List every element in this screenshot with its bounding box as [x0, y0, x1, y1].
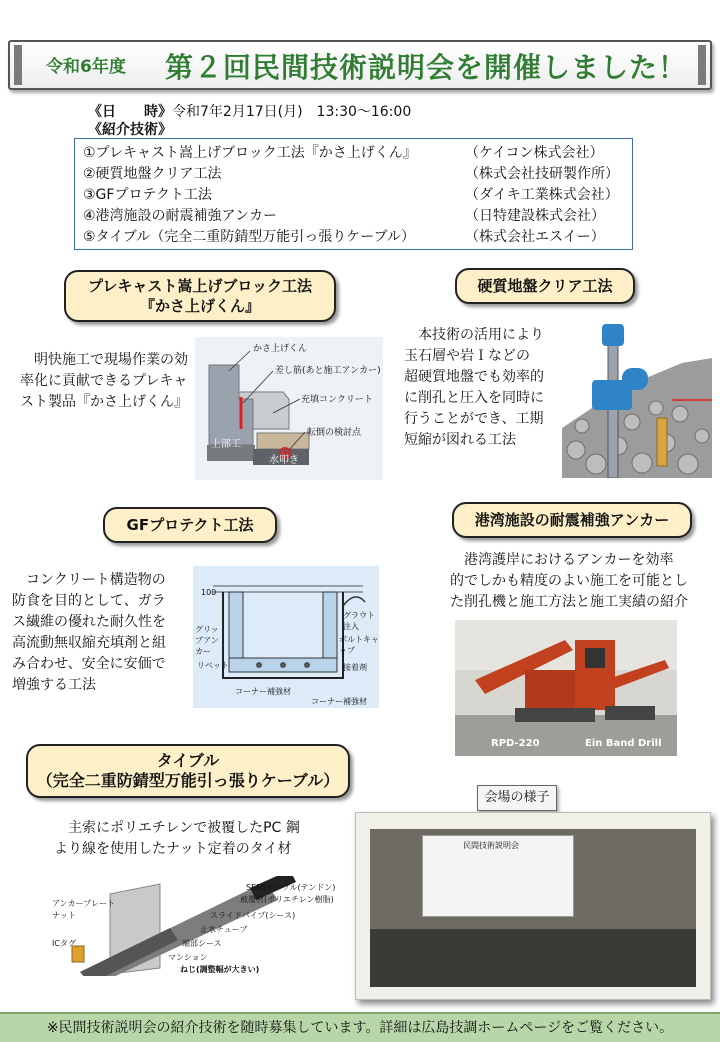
diagram-label: 転倒の検討点: [307, 428, 362, 438]
diagram-label: グラウト注入: [343, 611, 375, 631]
photo-caption: RPD-220: [491, 738, 540, 749]
photo-caption: Ein Band Drill: [585, 738, 662, 749]
text-line: 玉石層や岩Ｉなどの: [404, 348, 530, 364]
tech-company: （株式会社エスイー）: [465, 229, 605, 245]
tech-company: （日特建設株式会社）: [465, 208, 605, 224]
diagram-label: ねじ(調整幅が大きい): [180, 965, 260, 974]
diagram-label: 100: [201, 588, 217, 597]
anchor-photo-svg: [455, 620, 677, 756]
text-line: 短縮が図れる工法: [404, 432, 516, 448]
text-line: 明快施工で現場作業の効: [34, 352, 188, 368]
tech-company: （ダイキ工業株式会社）: [465, 187, 619, 203]
diagram-label: ナット: [52, 911, 76, 920]
text-line: 増強する工法: [12, 677, 96, 693]
tieble-title: [26, 744, 350, 798]
tech-item: ④港湾施設の耐震補強アンカー: [83, 208, 277, 224]
schedule-value: 令和7年2月17日(月) 13:30～16:00: [172, 104, 412, 120]
tieble-title-line1: タイブル: [156, 751, 220, 770]
footer-notice: ※民間技術説明会の紹介技術を随時募集しています。詳細は広島技調ホームページをご覧ください。: [0, 1012, 720, 1042]
text-line: ス繊維の優れた耐久性を: [12, 614, 166, 630]
diagram-label: グリップアンカー: [195, 625, 219, 656]
tech-item: ②硬質地盤クリア工法: [83, 166, 222, 182]
kasaage-title: [64, 270, 336, 322]
gf-title: GFプロテクト工法: [103, 507, 277, 543]
schedule-label: 《日 時》: [88, 104, 172, 120]
intro-label: 《紹介技術》: [88, 122, 172, 138]
diagram-label: ボルトキャップ: [339, 635, 379, 655]
text-line: コンクリート構造物の: [26, 572, 166, 588]
text-line: に削孔と圧入を同時に: [404, 390, 544, 406]
diagram-label: コーナー補強材: [311, 697, 367, 706]
venue-photo: [355, 812, 711, 1000]
diagram-label: リベット: [197, 661, 229, 670]
diagram-label: 差し筋(あと施工アンカー): [275, 366, 381, 376]
venue-label: 会場の様子: [477, 785, 557, 811]
anchor-title: 港湾施設の耐震補強アンカー: [452, 502, 692, 538]
diagram-label: アンカープレート: [52, 899, 115, 908]
text-line: 本技術の活用により: [418, 327, 544, 343]
tieble-title-line2: （完全二重防錆型万能引っ張りケーブル）: [36, 771, 340, 790]
screen-title: 民間技術説明会: [463, 841, 519, 850]
diagram-label: 止水チューブ: [200, 925, 248, 934]
diagram-label: コーナー補強材: [235, 687, 291, 696]
diagram-label: かさ上げくん: [253, 344, 308, 354]
tieble-description: [54, 818, 354, 860]
text-line: み合わせ、安全に安価で: [12, 656, 166, 672]
diagram-label: SEEEケーブル(テンドン): [246, 883, 336, 892]
tech-item: ③GFプロテクト工法: [83, 187, 212, 203]
kouhitsu-title: 硬質地盤クリア工法: [455, 268, 635, 304]
diagram-label: マンション: [168, 953, 208, 962]
schedule-row: [88, 101, 411, 121]
text-line: た削孔機と施工方法と施工実績の紹介: [450, 594, 688, 610]
diagram-label: 端部シース: [182, 939, 222, 948]
text-line: より線を使用したナット定着のタイ材: [54, 841, 292, 857]
text-line: 港湾護岸におけるアンカーを効率: [464, 552, 674, 568]
kasaage-description: [20, 350, 192, 413]
diagram-label: スライドパイプ(シース): [210, 911, 296, 920]
kasaage-title-line1: プレキャスト嵩上げブロック工法: [87, 277, 313, 295]
text-line: 防食を目的として、ガラ: [12, 593, 166, 609]
diagram-label: ICタグ: [52, 939, 76, 948]
text-line: 行うことができ、工期: [404, 411, 544, 427]
kouhitsu-description: [404, 325, 564, 451]
kasaage-diagram: [195, 337, 383, 480]
anchor-photo: [455, 620, 677, 756]
text-line: 主索にポリエチレンで被覆したPC 鋼: [68, 820, 300, 836]
gf-description: [12, 570, 192, 696]
anchor-description: [450, 550, 715, 613]
text-line: 的でしかも精度のよい施工を可能とし: [450, 573, 688, 589]
tieble-diagram: [50, 876, 350, 976]
text-line: 率化に貢献できるプレキャ: [20, 373, 188, 389]
diagram-label: 接着剤: [343, 663, 367, 672]
venue-photo-image: [370, 829, 696, 987]
title-banner: [8, 40, 712, 90]
banner-era: 令和6年度: [46, 57, 126, 77]
audience: [370, 929, 696, 987]
diagram-label: 充填コンクリート: [301, 395, 373, 405]
kasaage-title-line2: 『かさ上げくん』: [139, 297, 260, 315]
diagram-label: 被覆材(ポリエチレン樹脂): [240, 895, 334, 904]
projection-screen: [422, 835, 574, 917]
text-line: スト製品『かさ上げくん』: [20, 394, 188, 410]
tech-list-box: [74, 138, 633, 250]
text-line: 超硬質地盤でも効率的: [404, 369, 544, 385]
tech-item: ⑤タイブル（完全二重防錆型万能引っ張りケーブル）: [83, 229, 416, 245]
kouhitsu-illustration-svg: [562, 318, 712, 478]
page-title: 第２回民間技術説明会を開催しました！: [165, 51, 688, 84]
banner-right-bar: [698, 45, 706, 85]
tech-item: ①プレキャスト嵩上げブロック工法『かさ上げくん』: [83, 145, 417, 161]
tech-company: （ケイコン株式会社）: [465, 145, 604, 161]
text-line: 高流動無収縮充填剤と組: [12, 635, 166, 651]
diagram-label: 水叩き: [269, 455, 299, 466]
kouhitsu-illustration: [562, 318, 712, 478]
tech-company: （株式会社技研製作所）: [465, 166, 619, 182]
banner-left-bar: [14, 45, 22, 85]
diagram-label: 上部工: [211, 439, 241, 450]
gf-diagram: [193, 566, 379, 708]
